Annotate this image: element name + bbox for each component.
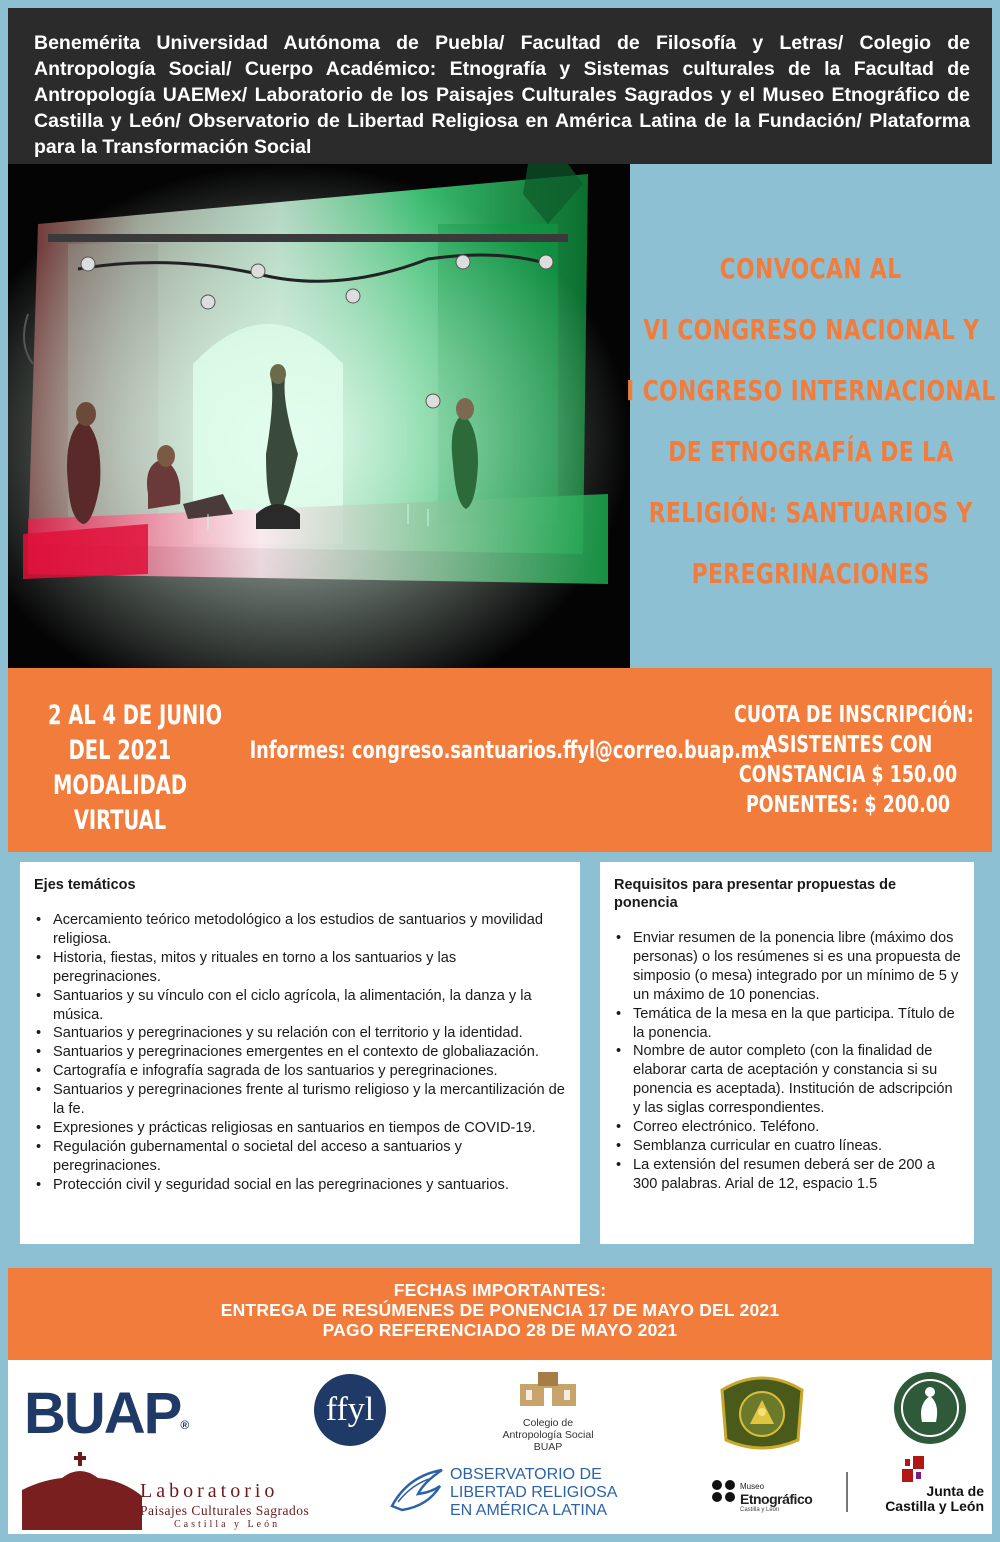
requirements-box — [600, 862, 974, 1244]
abstract-deadline: ENTREGA DE RESÚMENES DE PONENCIA 17 DE MAYO DEL 2021 — [220, 1300, 780, 1320]
chapel-icon — [22, 1450, 142, 1530]
junta-text — [884, 1484, 984, 1514]
observatorio-libertad-logo — [388, 1466, 628, 1521]
colegio-line: BUAP — [533, 1441, 563, 1453]
observatorio-text — [450, 1466, 617, 1520]
organizers-text: Benemérita Universidad Autónoma de Puebla/ Facultad de Filosofía y Letras/ Colegio de Antropología Social/ Cuerpo Académico: Etnografía y Sistemas culturales de la Facultad de Antropología UAEMex/ Laboratorio de los Paisajes Culturales Sagrados y el Museo Etnográfico de Castilla y León/ Observatorio de Libertad Religiosa en América Latina de la Fundación/ Plataforma para la Transformación Social — [34, 32, 970, 158]
buap-logo-text: BUAP — [24, 1381, 181, 1446]
thematic-axes-box — [20, 862, 580, 1244]
museo-line: Museo — [740, 1482, 765, 1491]
list-item: • Enviar resumen de la ponencia libre (máximo dos personas) o los resúmenes si es una propuesta de simposio (o mesa) integrado por un mínimo de 5 y un máximo de 10 ponencias. — [614, 929, 962, 1005]
buap-logo — [24, 1380, 189, 1447]
title-line: PEREGRINACIONES — [691, 557, 931, 590]
colegio-antropologia-logo — [468, 1370, 628, 1453]
requirements-heading: Requisitos para presentar propuestas de ponencia — [614, 877, 897, 911]
museo-line: Etnográfico — [740, 1491, 813, 1507]
junta-shield-icon — [884, 1456, 984, 1484]
museo-emblem-icon — [710, 1478, 738, 1504]
list-item: • Santuarios y su vínculo con el ciclo agrícola, la alimentación, la danza y la música. — [34, 987, 568, 1025]
date-line: DEL 2021 — [68, 735, 172, 766]
fee-line: PONENTES: $ 200.00 — [745, 792, 951, 818]
facultad-antropologia-seal-icon — [892, 1370, 968, 1446]
list-item: • Regulación gubernamental o societal del acceso a santuarios y peregrinaciones. — [34, 1138, 568, 1176]
colegio-caption — [468, 1417, 628, 1453]
thematic-axes-list — [34, 911, 568, 1195]
congress-title-panel — [626, 164, 996, 668]
important-dates-heading: FECHAS IMPORTANTES: — [393, 1280, 607, 1300]
laboratorio-paisajes-logo — [22, 1450, 322, 1535]
junta-line: Junta de — [926, 1483, 984, 1499]
shrine-photo — [8, 164, 630, 668]
thematic-axes-heading: Ejes temáticos — [34, 877, 136, 893]
colegio-emblem-icon — [518, 1370, 578, 1408]
date-line: VIRTUAL — [73, 805, 167, 836]
museo-etnografico-logo — [710, 1478, 813, 1513]
ffyl-logo — [314, 1374, 386, 1446]
list-item: • Acercamiento teórico metodológico a los estudios de santuarios y movilidad religiosa. — [34, 911, 568, 949]
list-item: • La extensión del resumen deberá ser de 200 a 300 palabras. Arial de 12, espacio 1.5 — [614, 1156, 962, 1194]
uaemex-seal-icon — [714, 1370, 810, 1454]
laboratorio-line: Laboratorio — [140, 1480, 279, 1502]
list-item: • Santuarios y peregrinaciones frente al turismo religioso y la mercantilización de la fe. — [34, 1081, 568, 1119]
payment-deadline: PAGO REFERENCIADO 28 DE MAYO 2021 — [322, 1320, 678, 1340]
date-line: 2 AL 4 DE JUNIO — [48, 700, 223, 731]
contact-email[interactable]: Informes: congreso.santuarios.ffyl@correo.buap.mx — [249, 736, 771, 764]
event-dates — [20, 698, 223, 838]
junta-line: Castilla y León — [885, 1498, 984, 1514]
ffyl-logo-text: ffyl — [325, 1391, 375, 1428]
important-dates-band — [8, 1268, 992, 1360]
list-item: • Temática de la mesa en la que participa. Título de la ponencia. — [614, 1005, 962, 1043]
title-line: CONVOCAN AL — [720, 252, 902, 285]
fee-line: ASISTENTES CON — [763, 732, 933, 758]
junta-castilla-leon-logo — [884, 1456, 984, 1514]
title-line: RELIGIÓN: SANTUARIOS Y — [648, 496, 974, 529]
list-item: • Protección civil y seguridad social en las peregrinaciones y santuarios. — [34, 1176, 568, 1195]
laboratorio-text — [140, 1480, 309, 1530]
fee-line: CUOTA DE INSCRIPCIÓN: — [734, 702, 974, 728]
list-item: • Santuarios y peregrinaciones y su relación con el territorio y la identidad. — [34, 1024, 568, 1043]
date-line: MODALIDAD — [52, 770, 187, 801]
list-item: • Expresiones y prácticas religiosas en santuarios en tiempos de COVID-19. — [34, 1119, 568, 1138]
colegio-line: Antropología Social — [502, 1429, 594, 1441]
list-item: • Correo electrónico. Teléfono. — [614, 1118, 962, 1137]
observatorio-line: OBSERVATORIO DE — [450, 1466, 602, 1483]
list-item: • Historia, fiestas, mitos y rituales en torno a los santuarios y las peregrinaciones. — [34, 949, 568, 987]
laboratorio-line: Castilla y León — [174, 1519, 281, 1530]
registered-mark: ® — [180, 1418, 190, 1432]
laboratorio-line: Paisajes Culturales Sagrados — [140, 1503, 310, 1518]
museo-line: Castilla y León — [740, 1507, 780, 1513]
logo-divider — [846, 1472, 848, 1512]
sponsor-logos — [8, 1360, 992, 1534]
shrine-illustration — [8, 164, 630, 668]
observatorio-line: EN AMÉRICA LATINA — [450, 1502, 608, 1519]
fee-line: CONSTANCIA $ 150.00 — [738, 762, 958, 788]
colegio-line: Colegio de — [522, 1417, 574, 1429]
event-info-band — [8, 668, 992, 852]
dove-icon — [388, 1466, 446, 1516]
list-item: • Semblanza curricular en cuatro líneas. — [614, 1137, 962, 1156]
title-line: I CONGRESO INTERNACIONAL — [626, 374, 996, 407]
observatorio-line: LIBERTAD RELIGIOSA — [450, 1484, 618, 1501]
list-item: • Santuarios y peregrinaciones emergentes en el contexto de globaliazación. — [34, 1043, 568, 1062]
organizers-header — [8, 8, 992, 164]
title-line: DE ETNOGRAFÍA DE LA — [668, 435, 954, 468]
list-item: • Nombre de autor completo (con la finalidad de elaborar carta de aceptación y constancia si su ponencia es aceptada). Institución de adscripción y las siglas correspondientes. — [614, 1042, 962, 1118]
requirements-list — [614, 929, 962, 1194]
registration-fees — [698, 700, 998, 820]
museo-text — [740, 1482, 812, 1513]
list-item: • Cartografía e infografía sagrada de los santuarios y peregrinaciones. — [34, 1062, 568, 1081]
title-line: VI CONGRESO NACIONAL Y — [642, 313, 980, 346]
